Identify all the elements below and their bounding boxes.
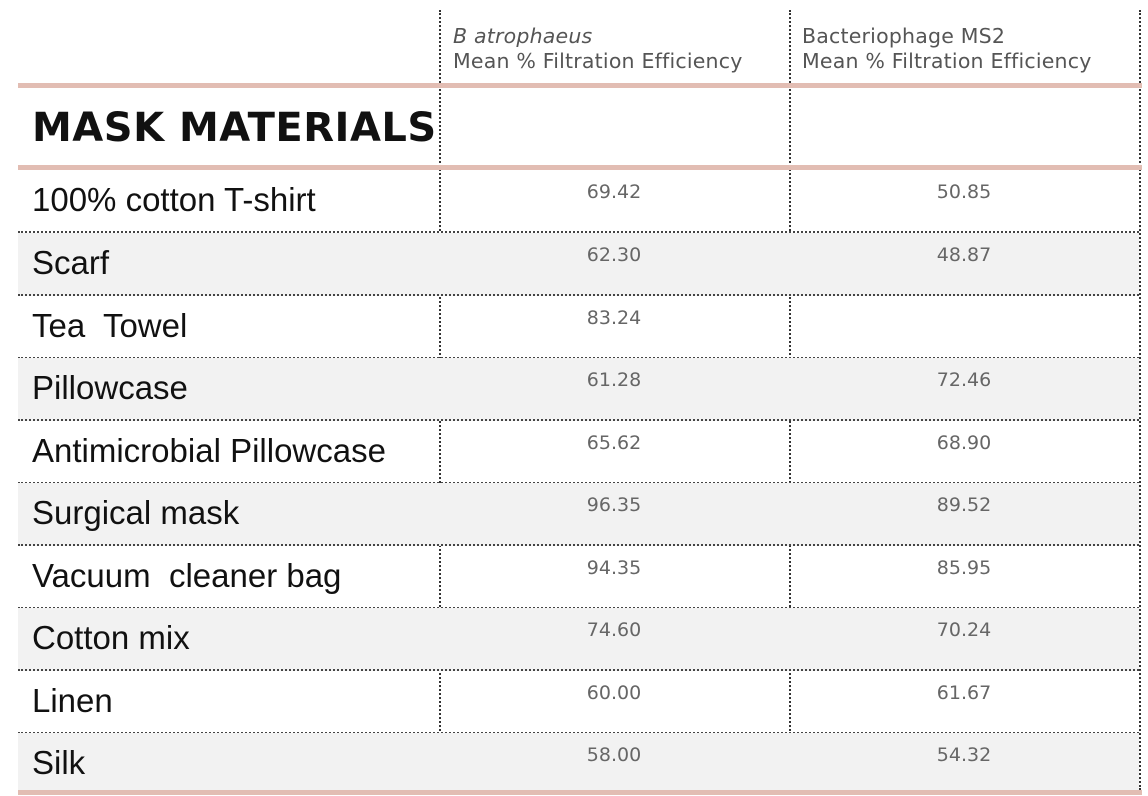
ms2-value: 48.87	[936, 244, 992, 266]
ms2-value: 72.46	[936, 369, 992, 391]
section-title: MASK MATERIALS	[32, 105, 437, 151]
material-name: 100% cotton T-shirt	[32, 181, 316, 218]
column-header-organism: Bacteriophage MS2	[802, 24, 1006, 48]
ms2-value: 61.67	[936, 682, 992, 704]
table-row	[18, 483, 1139, 546]
material-name: Tea Towel	[32, 307, 188, 344]
material-name: Scarf	[32, 244, 110, 281]
b-atrophaeus-value: 61.28	[586, 369, 642, 391]
column-header-metric: Mean % Filtration Efficiency	[802, 49, 1092, 73]
table-row	[18, 296, 1139, 359]
b-atrophaeus-value: 62.30	[586, 244, 642, 266]
b-atrophaeus-value: 83.24	[586, 307, 642, 329]
ms2-value: 89.52	[936, 494, 992, 516]
table-row	[18, 671, 1139, 734]
column-header-b-atrophaeus	[453, 24, 743, 74]
table-row	[18, 608, 1139, 671]
ms2-value: 54.32	[936, 744, 992, 766]
header-rule	[18, 83, 1142, 88]
material-name: Surgical mask	[32, 494, 240, 531]
material-name: Linen	[32, 682, 113, 719]
column-divider	[1139, 10, 1141, 790]
column-header-ms2	[802, 24, 1092, 74]
b-atrophaeus-value: 69.42	[586, 181, 642, 203]
table-row	[18, 421, 1139, 484]
b-atrophaeus-value: 94.35	[586, 557, 642, 579]
b-atrophaeus-value: 60.00	[586, 682, 642, 704]
column-header-organism: B atrophaeus	[453, 24, 593, 48]
footer-rule	[18, 790, 1142, 795]
table-row	[18, 170, 1139, 233]
b-atrophaeus-value: 96.35	[586, 494, 642, 516]
column-header-metric: Mean % Filtration Efficiency	[453, 49, 743, 73]
b-atrophaeus-value: 74.60	[586, 619, 642, 641]
ms2-value: 70.24	[936, 619, 992, 641]
ms2-value: 50.85	[936, 181, 992, 203]
table-row	[18, 546, 1139, 609]
ms2-value: 85.95	[936, 557, 992, 579]
b-atrophaeus-value: 58.00	[586, 744, 642, 766]
ms2-value: 68.90	[936, 432, 992, 454]
material-name: Vacuum cleaner bag	[32, 557, 342, 594]
material-name: Silk	[32, 744, 86, 781]
table-row	[18, 358, 1139, 421]
table-row	[18, 233, 1139, 296]
table-row	[18, 733, 1139, 790]
b-atrophaeus-value: 65.62	[586, 432, 642, 454]
material-name: Antimicrobial Pillowcase	[32, 432, 386, 469]
material-name: Pillowcase	[32, 369, 188, 406]
material-name: Cotton mix	[32, 619, 190, 656]
